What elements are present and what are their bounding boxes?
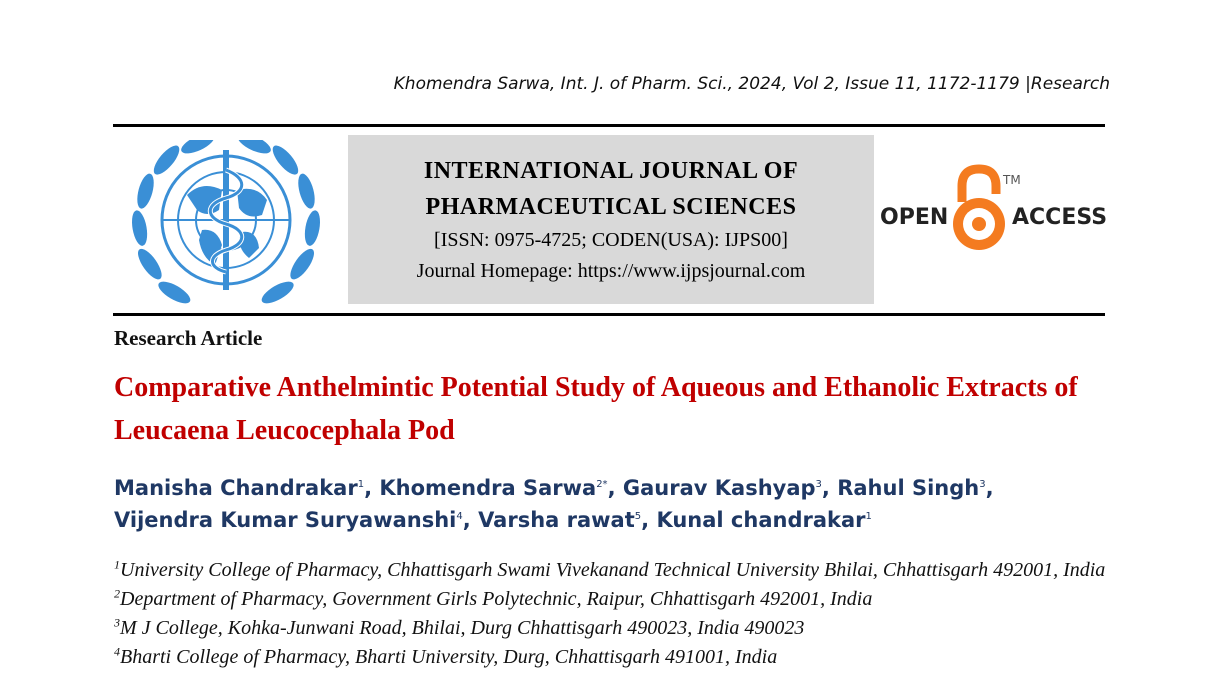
affiliation-number: 4 xyxy=(114,644,120,659)
author-affiliation-mark: 5 xyxy=(634,511,642,522)
author-affiliation-mark: 3 xyxy=(815,479,822,490)
journal-homepage: Journal Homepage: https://www.ijpsjournal.com xyxy=(416,260,806,282)
journal-header-box xyxy=(348,135,874,304)
affiliation-item xyxy=(114,614,1114,643)
author-affiliation-mark: 2* xyxy=(596,479,608,490)
author-affiliation-mark: 1 xyxy=(357,479,365,490)
author-affiliation-mark: 4 xyxy=(456,511,463,522)
affiliation-text: Bharti College of Pharmacy, Bharti University, Durg, Chhattisgarh 491001, India xyxy=(120,646,778,668)
author-name: Vijendra Kumar Suryawanshi xyxy=(114,508,457,532)
open-access-right-text: ACCESS xyxy=(1012,205,1108,230)
affiliation-number: 2 xyxy=(114,586,120,601)
affiliation-text: M J College, Kohka-Junwani Road, Bhilai, Durg Chhattisgarh 490023, India 490023 xyxy=(120,617,805,639)
open-access-lock-icon xyxy=(878,164,1110,256)
journal-issn: [ISSN: 0975-4725; CODEN(USA): IJPS00] xyxy=(434,229,788,251)
affiliation-text: Department of Pharmacy, Government Girls Polytechnic, Raipur, Chhattisgarh 492001, India xyxy=(120,588,873,610)
author-affiliation-mark: 1 xyxy=(865,511,872,522)
author-name: Rahul Singh xyxy=(837,476,980,500)
header-rule-bottom xyxy=(113,313,1105,316)
affiliation-item xyxy=(114,585,1114,614)
author-name: Gaurav Kashyap xyxy=(622,476,816,500)
affiliation-list xyxy=(114,556,1114,672)
journal-title-line1: INTERNATIONAL JOURNAL OF xyxy=(423,158,799,184)
author-name: Khomendra Sarwa xyxy=(379,476,597,500)
affiliation-number: 1 xyxy=(114,557,120,572)
author-affiliation-mark: 3 xyxy=(979,479,986,490)
journal-title-line2: PHARMACEUTICAL SCIENCES xyxy=(425,194,797,220)
open-access-tm: TM xyxy=(1003,173,1021,187)
author-name: Manisha Chandrakar xyxy=(114,476,358,500)
open-access-left-text: OPEN xyxy=(880,205,949,230)
affiliation-item xyxy=(114,556,1114,585)
article-type: Research Article xyxy=(114,326,263,350)
article-title: Comparative Anthelmintic Potential Study of Aqueous and Ethanolic Extracts of Leucaena Leucocephala Pod xyxy=(114,372,1078,446)
author-list: Manisha Chandrakar$^1$, Khomendra Sarwa$^{2*}$, Gaurav Kashyap$^3$, Rahul Singh$^3$, Vijendra Kumar Suryawanshi$^4$, Varsha rawat$^5$, Kunal chandrakar$^1$ xyxy=(114,476,994,532)
running-head: Khomendra Sarwa, Int. J. of Pharm. Sci., 2024, Vol 2, Issue 11, 1172-1179 |Research xyxy=(393,74,1110,94)
who-emblem-icon xyxy=(127,140,325,306)
affiliation-text: University College of Pharmacy, Chhattisgarh Swami Vivekanand Technical University Bhilai, Chhattisgarh 492001, India xyxy=(120,559,1106,581)
author-name: Kunal chandrakar xyxy=(656,508,866,532)
header-rule-top xyxy=(113,124,1105,127)
affiliation-item xyxy=(114,643,1114,672)
author-name: Varsha rawat xyxy=(478,508,635,532)
affiliation-number: 3 xyxy=(114,615,120,630)
